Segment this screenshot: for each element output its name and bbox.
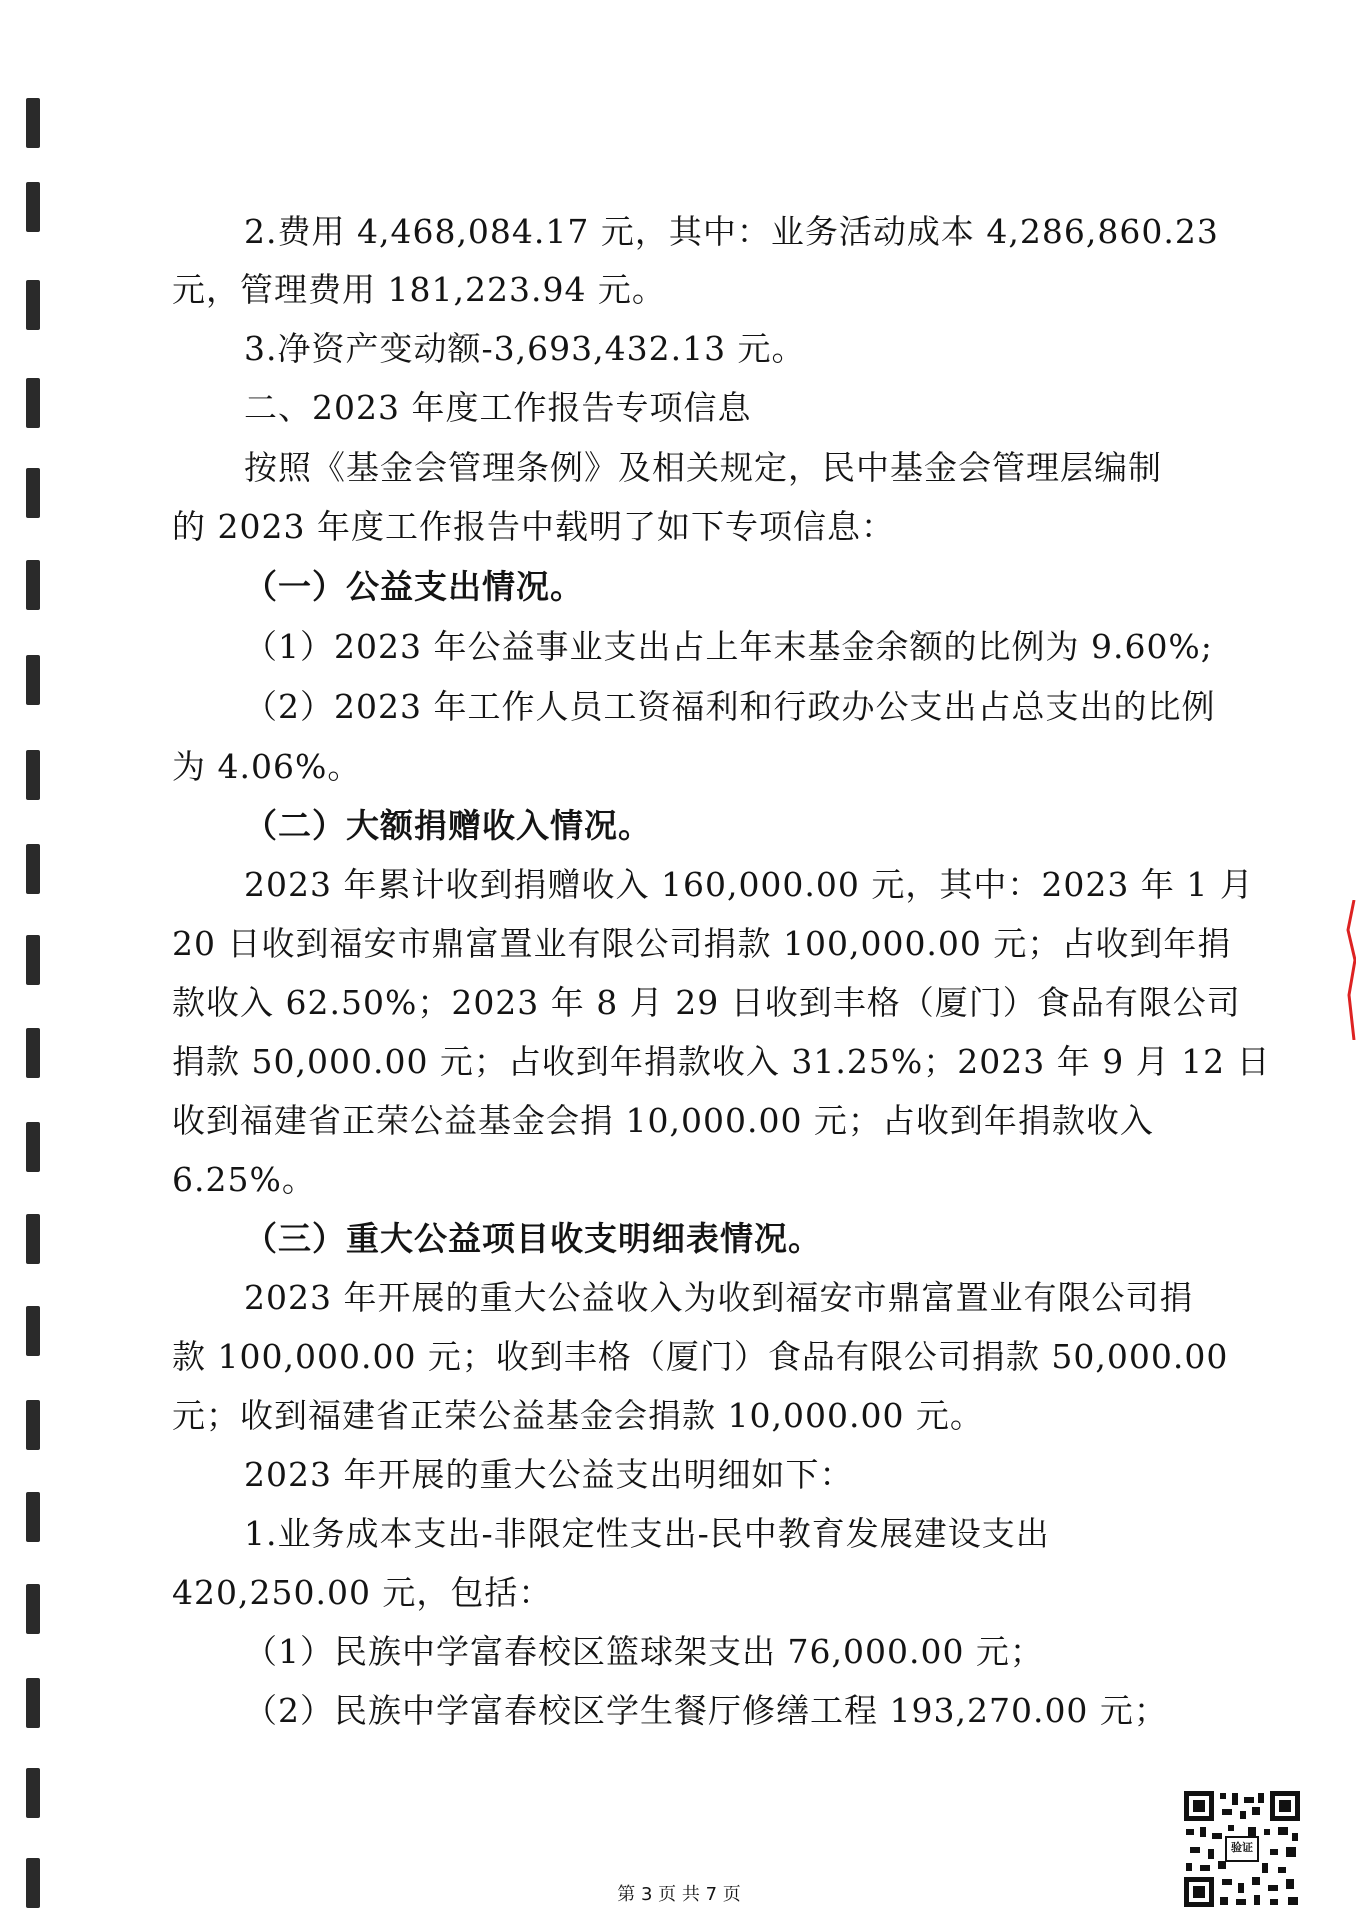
section-heading-2: 二、2023 年度工作报告专项信息 (244, 388, 752, 427)
text-line-23: 1.业务成本支出-非限定性支出-民中教育发展建设支出 (244, 1514, 1050, 1553)
text-line-16: 收到福建省正荣公益基金会捐 10,000.00 元；占收到年捐款收入 (172, 1101, 1154, 1140)
text-line-19: 2023 年开展的重大公益收入为收到福安市鼎富置业有限公司捐 (244, 1278, 1194, 1317)
page-footer: 第 3 页 共 7 页 (617, 1884, 741, 1905)
text-line-12: 2023 年累计收到捐赠收入 160,000.00 元，其中：2023 年 1 月 (244, 865, 1254, 904)
text-line-6: 的 2023 年度工作报告中载明了如下专项信息： (172, 507, 895, 546)
qr-label: 验证 (1231, 1841, 1253, 1854)
subheading-major-projects: （三）重大公益项目收支明细表情况。 (244, 1219, 822, 1258)
text-line-25: （1）民族中学富春校区篮球架支出 76,000.00 元； (244, 1632, 1044, 1671)
subheading-large-donations: （二）大额捐赠收入情况。 (244, 806, 652, 845)
text-line-14: 款收入 62.50%；2023 年 8 月 29 日收到丰格（厦门）食品有限公司 (172, 983, 1241, 1022)
text-line-21: 元；收到福建省正荣公益基金会捐款 10,000.00 元。 (172, 1396, 984, 1435)
text-line-3: 3.净资产变动额-3,693,432.13 元。 (244, 329, 806, 368)
text-line-26: （2）民族中学富春校区学生餐厅修缮工程 193,270.00 元； (244, 1691, 1168, 1730)
text-line-8: （1）2023 年公益事业支出占上年末基金余额的比例为 9.60%; (244, 627, 1213, 666)
text-line-13: 20 日收到福安市鼎富置业有限公司捐款 100,000.00 元；占收到年捐 (172, 924, 1232, 963)
text-line-22: 2023 年开展的重大公益支出明细如下： (244, 1455, 854, 1494)
text-line-10: 为 4.06%。 (172, 747, 362, 786)
text-line-5: 按照《基金会管理条例》及相关规定，民中基金会管理层编制 (244, 448, 1162, 487)
text-line-17: 6.25%。 (172, 1160, 316, 1199)
text-line-9: （2）2023 年工作人员工资福利和行政办公支出占总支出的比例 (244, 687, 1216, 726)
text-line-15: 捐款 50,000.00 元；占收到年捐款收入 31.25%；2023 年 9 月 12 日 (172, 1042, 1271, 1081)
text-line-2: 元，管理费用 181,223.94 元。 (172, 270, 666, 309)
binding-holes (26, 0, 44, 1920)
text-line-1: 2.费用 4,468,084.17 元，其中：业务活动成本 4,286,860.23 (244, 212, 1219, 251)
subheading-public-welfare-expenditure: （一）公益支出情况。 (244, 567, 584, 606)
text-line-20: 款 100,000.00 元；收到丰格（厦门）食品有限公司捐款 50,000.00 (172, 1337, 1229, 1376)
red-stamp-edge (1346, 900, 1356, 1040)
text-line-24: 420,250.00 元，包括： (172, 1573, 553, 1612)
